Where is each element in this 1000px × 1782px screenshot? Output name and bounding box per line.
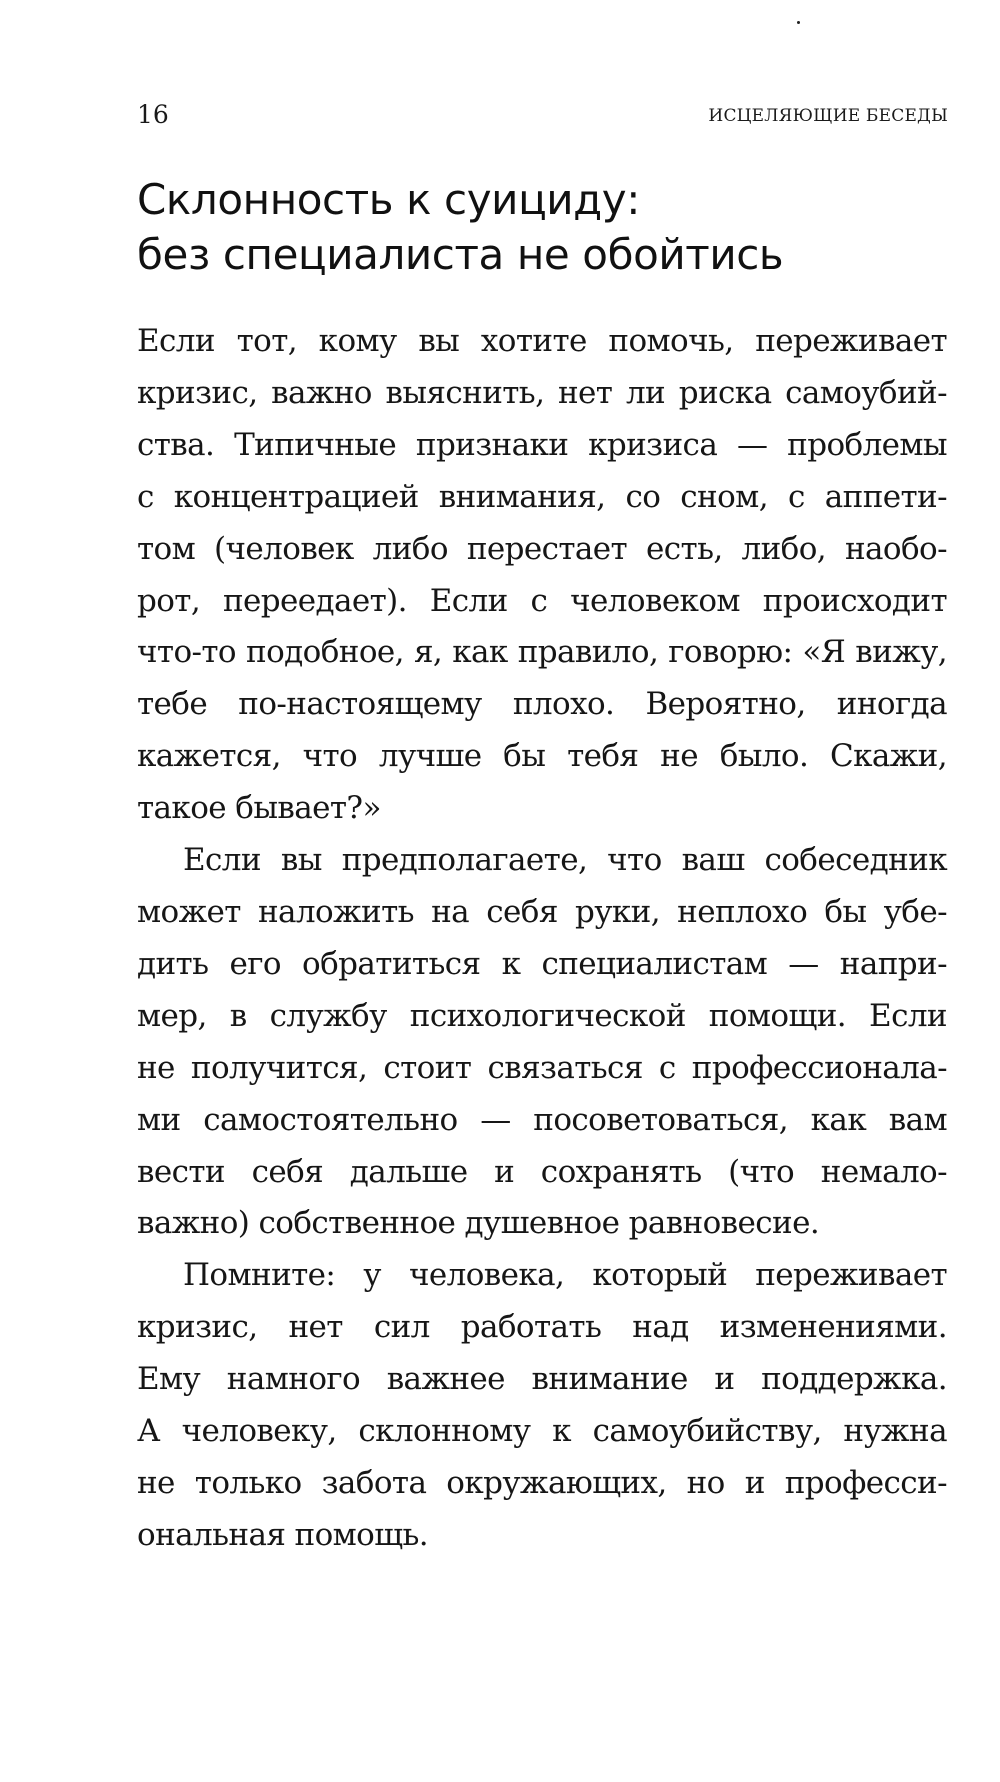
text-line: рот, переедает). Если с человеком происходит bbox=[137, 582, 947, 619]
text-line: ональная помощь. bbox=[137, 1516, 428, 1553]
text-line: такое бывает?» bbox=[137, 790, 381, 827]
text-line: что-то подобное, я, как правило, говорю: «Я вижу, bbox=[137, 634, 947, 671]
text-line: кризис, важно выяснить, нет ли риска самоубий- bbox=[137, 374, 947, 411]
text-line: тебе по-настоящему плохо. Вероятно, иногда bbox=[137, 686, 947, 723]
print-speck bbox=[797, 21, 800, 24]
text-line: Ему намного важнее внимание и поддержка. bbox=[137, 1361, 947, 1398]
text-line: не только забота окружающих, но и професси- bbox=[137, 1464, 947, 1501]
text-line: ми самостоятельно — посоветоваться, как вам bbox=[137, 1101, 947, 1138]
text-line: вести себя дальше и сохранять (что немало- bbox=[137, 1153, 947, 1190]
text-line: не получится, стоит связаться с профессионала- bbox=[137, 1049, 947, 1086]
text-line: может наложить на себя руки, неплохо бы убе- bbox=[137, 893, 947, 930]
paragraph-2 bbox=[137, 835, 947, 1250]
text-line: том (человек либо перестает есть, либо, наобо- bbox=[137, 530, 947, 567]
paragraph-1 bbox=[137, 316, 947, 835]
section-title-line: без специалиста не обойтись bbox=[137, 230, 784, 279]
page-number: 16 bbox=[137, 100, 169, 129]
text-line: важно) собственное душевное равновесие. bbox=[137, 1205, 820, 1242]
text-line: мер, в службу психологической помощи. Если bbox=[137, 997, 947, 1034]
running-head: ИСЦЕЛЯЮЩИЕ БЕСЕДЫ bbox=[708, 106, 948, 126]
text-line: Если вы предполагаете, что ваш собеседник bbox=[183, 842, 947, 879]
section-title-line: Склонность к суициду: bbox=[137, 175, 641, 224]
text-line: кризис, нет сил работать над изменениями. bbox=[137, 1309, 947, 1346]
text-line: кажется, что лучше бы тебя не было. Скажи, bbox=[137, 738, 947, 775]
text-line: А человеку, склонному к самоубийству, нужна bbox=[137, 1413, 947, 1450]
text-line: Если тот, кому вы хотите помочь, переживает bbox=[137, 323, 947, 359]
text-line: Помните: у человека, который переживает bbox=[183, 1257, 947, 1294]
text-line: ства. Типичные признаки кризиса — проблемы bbox=[137, 426, 947, 463]
body-text bbox=[137, 316, 947, 1562]
section-title bbox=[137, 172, 957, 282]
text-line: дить его обратиться к специалистам — напри- bbox=[137, 945, 947, 982]
paragraph-3 bbox=[137, 1250, 947, 1561]
text-line: с концентрацией внимания, со сном, с аппети- bbox=[137, 478, 947, 515]
